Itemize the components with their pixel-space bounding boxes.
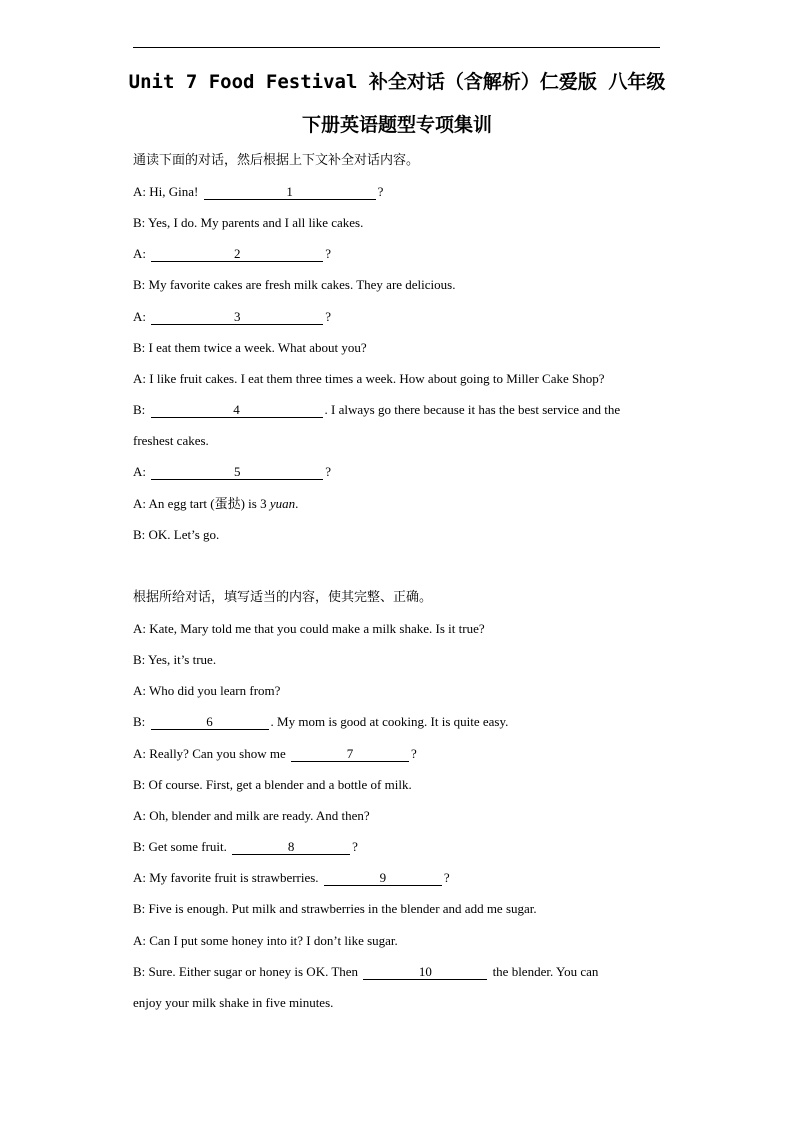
dialogue-line — [133, 463, 331, 480]
italic-word: yuan — [269, 496, 296, 511]
dialogue-line: B: I eat them twice a week. What about you? — [133, 340, 367, 355]
speaker-text: B: — [133, 402, 146, 417]
line-end: ? — [325, 246, 332, 261]
dialogue-line — [133, 838, 358, 855]
dialogue-line — [133, 495, 298, 512]
speaker-text: B: — [133, 714, 146, 729]
dialogue-line: enjoy your milk shake in five minutes. — [133, 995, 334, 1010]
line-end: . — [295, 496, 299, 511]
dialogue-line — [133, 713, 508, 730]
line-end: the blender. You can — [492, 964, 599, 979]
line-end: ? — [377, 184, 384, 199]
line-end: . My mom is good at cooking. It is quite easy. — [270, 714, 509, 729]
dialogue-line — [133, 308, 331, 325]
dialogue-line — [133, 963, 598, 980]
dialogue-line — [133, 401, 620, 418]
dialogue-line: A: Can I put some honey into it? I don’t like sugar. — [133, 933, 398, 948]
section2-instruction: 根据所给对话，填写适当的内容，使其完整、正确。 — [133, 589, 433, 604]
line-text: A: Really? Can you show me — [133, 746, 286, 761]
line-end: ? — [443, 870, 450, 885]
dialogue-line — [133, 869, 450, 886]
answer-blank-9[interactable]: 9 — [324, 871, 442, 886]
line-text: A: An egg tart (蛋挞) is 3 — [133, 496, 267, 511]
section1-instruction: 通读下面的对话，然后根据上下文补全对话内容。 — [133, 152, 420, 167]
dialogue-line — [133, 745, 417, 762]
dialogue-line: A: Who did you learn from? — [133, 683, 281, 698]
dialogue-line: B: Yes, it’s true. — [133, 652, 217, 667]
dialogue-line: B: Five is enough. Put milk and strawberries in the blender and add me sugar. — [133, 901, 537, 916]
answer-blank-5[interactable]: 5 — [151, 465, 323, 480]
answer-blank-4[interactable]: 4 — [151, 403, 323, 418]
speaker-text: A: — [133, 246, 146, 261]
answer-blank-2[interactable]: 2 — [151, 247, 323, 262]
line-end: . I always go there because it has the best service and the — [324, 402, 621, 417]
answer-blank-8[interactable]: 8 — [232, 840, 350, 855]
answer-blank-10[interactable]: 10 — [363, 965, 487, 980]
line-end: ? — [325, 309, 332, 324]
answer-blank-6[interactable]: 6 — [151, 715, 269, 730]
dialogue-line — [133, 183, 383, 200]
speaker-text: A: Hi, Gina! — [133, 184, 199, 199]
document-title-line-2: 下册英语题型专项集训 — [301, 114, 492, 136]
header-rule — [133, 47, 660, 48]
speaker-text: A: — [133, 309, 146, 324]
dialogue-line: B: OK. Let’s go. — [133, 527, 220, 542]
dialogue-line: B: Yes, I do. My parents and I all like cakes. — [133, 215, 364, 230]
document-title-line-1: Unit 7 Food Festival 补全对话（含解析）仁爱版 八年级 — [128, 71, 666, 93]
dialogue-line — [133, 245, 331, 262]
line-text: B: Get some fruit. — [133, 839, 227, 854]
line-end: ? — [410, 746, 417, 761]
dialogue-line: A: I like fruit cakes. I eat them three times a week. How about going to Miller Cake Shop? — [133, 371, 605, 386]
line-text: A: My favorite fruit is strawberries. — [133, 870, 319, 885]
dialogue-line: A: Oh, blender and milk are ready. And then? — [133, 808, 370, 823]
answer-blank-7[interactable]: 7 — [291, 747, 409, 762]
dialogue-line: B: My favorite cakes are fresh milk cakes. They are delicious. — [133, 277, 456, 292]
line-text: B: Sure. Either sugar or honey is OK. Then — [133, 964, 359, 979]
dialogue-line: A: Kate, Mary told me that you could make a milk shake. Is it true? — [133, 621, 485, 636]
answer-blank-1[interactable]: 1 — [204, 185, 376, 200]
line-end: ? — [325, 464, 332, 479]
dialogue-line: B: Of course. First, get a blender and a bottle of milk. — [133, 777, 412, 792]
dialogue-line: freshest cakes. — [133, 433, 209, 448]
speaker-text: A: — [133, 464, 146, 479]
answer-blank-3[interactable]: 3 — [151, 310, 323, 325]
line-end: ? — [352, 839, 358, 854]
